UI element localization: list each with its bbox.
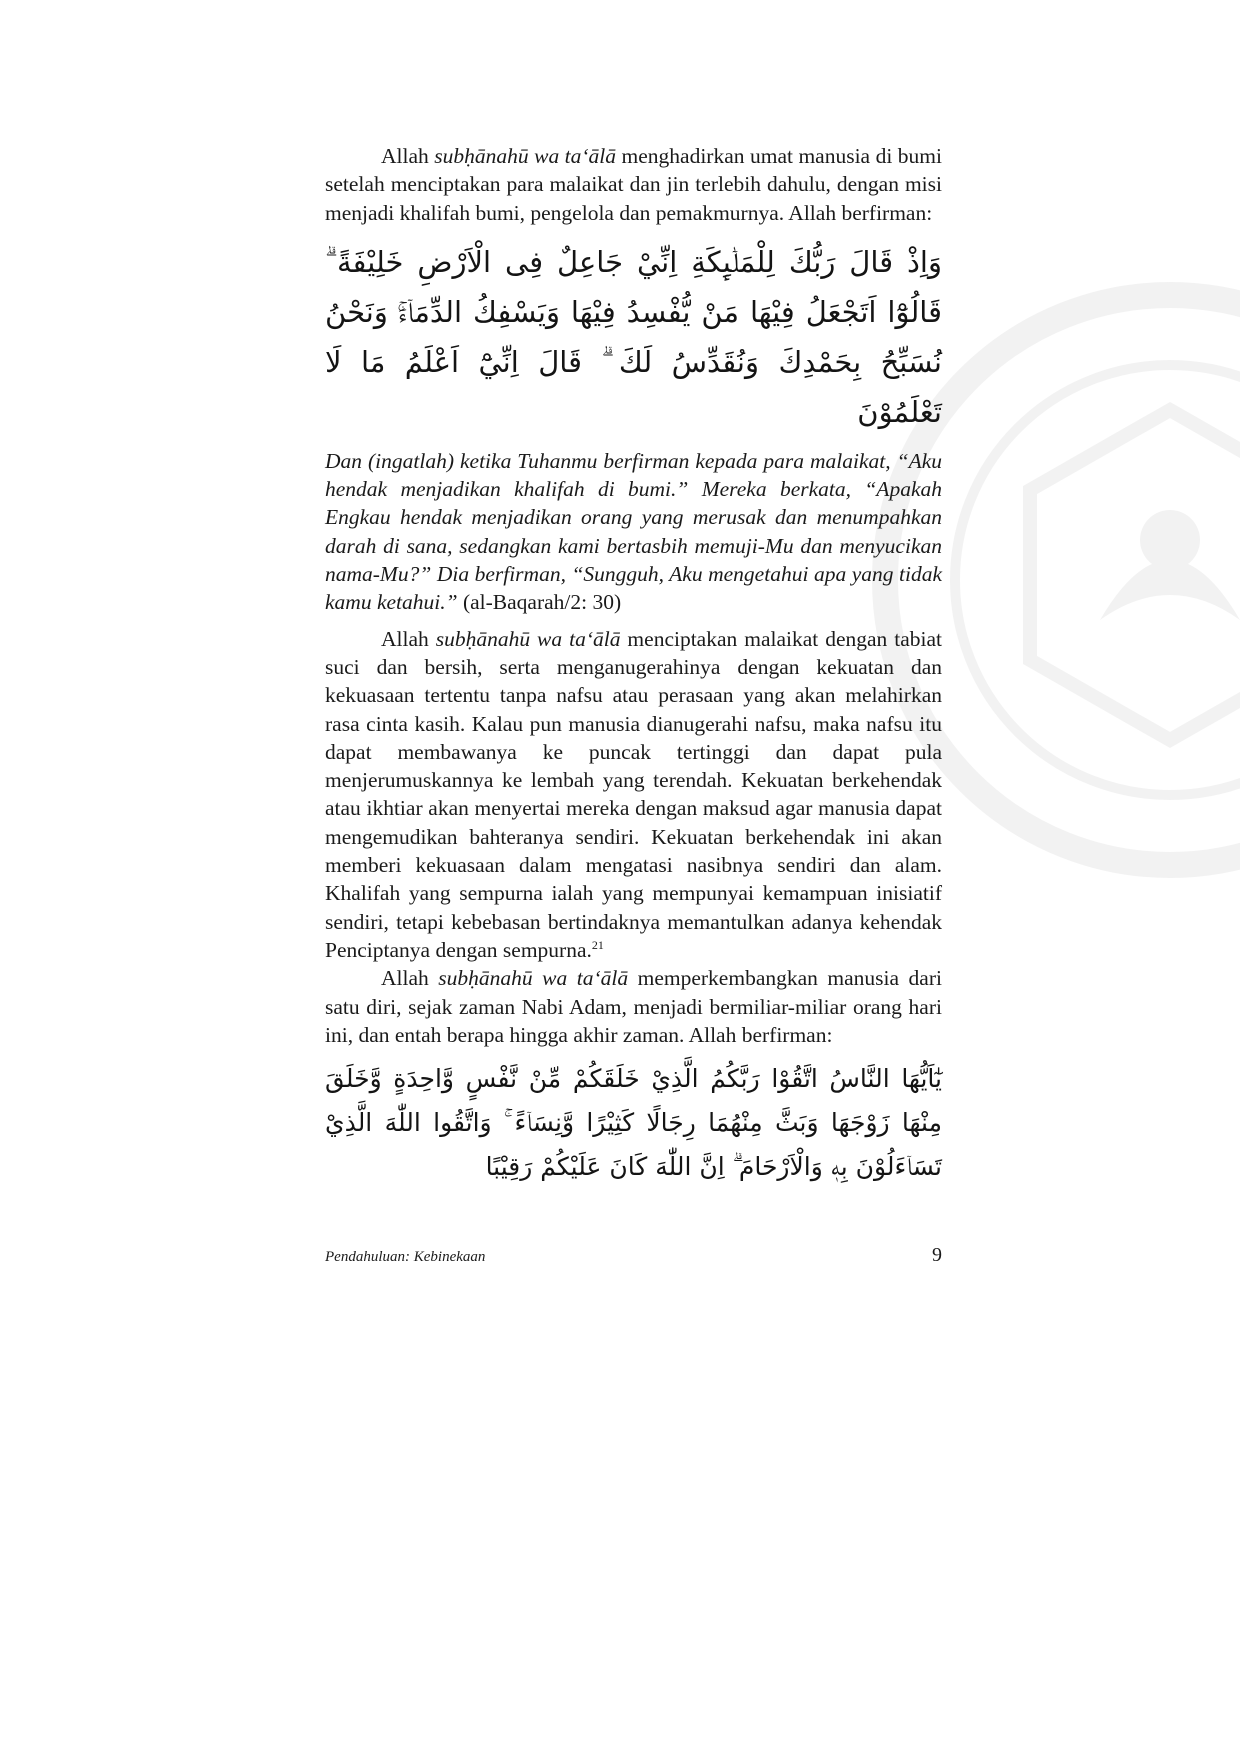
paragraph-intro [325,142,942,227]
paragraph-nabi-adam-lead: Allah [381,966,439,991]
page-number: 9 [932,1244,942,1266]
translation-text: Dan (ingatlah) ketika Tuhanmu berfirman kepada para malaikat, “Aku hendak menjadikan khalifah di bumi.” Mereka berkata, “Apakah Engkau hendak menjadikan orang yang merusak dan menumpahkan darah di sana, sedangkan kami bertasbih memuji-Mu dan menyucikan nama-Mu?” Dia berfirman, “Sungguh, Aku mengetahui apa yang tidak kamu ketahui.” [325,448,942,615]
paragraph-malaikat-lead: Allah [381,626,436,651]
quran-verse-baqarah-30-arabic: وَاِذْ قَالَ رَبُّكَ لِلْمَلٰۤىِٕكَةِ اِنِّيْ جَاعِلٌ فِى الْاَرْضِ خَلِيْفَةً ۗ قَالُوْٓا اَتَجْعَلُ فِيْهَا مَنْ يُّفْسِدُ فِيْهَا وَيَسْفِكُ الدِّمَاۤءَۚ وَنَحْنُ نُسَبِّحُ بِحَمْدِكَ وَنُقَدِّسُ لَكَ ۗ قَالَ اِنِّيْٓ اَعْلَمُ مَا لَا تَعْلَمُوْنَ [325,244,942,429]
paragraph-malaikat-text: menciptakan malaikat dengan tabiat suci dan bersih, serta menganugerahinya dengan kekuatan dan kekuasaan tertentu tanpa nafsu atau perasaan yang akan melahirkan rasa cinta kasih. Kalau pun manusia dianugerahi nafsu, maka nafsu itu dapat membawanya ke puncak tertinggi dan dapat pula menjerumuskannya ke lembah yang terendah. Kekuatan berkehendak atau ikhtiar akan menyertai mereka dengan maksud agar manusia dapat mengemudikan bahteranya sendiri. Kekuatan berkehendak ini akan memberi kekuasaan dalam mengatasi nasibnya sendiri dan alam. Khalifah yang sempurna ialah yang mempunyai kemampuan inisiatif sendiri, tetapi kebebasan bertindaknya memantulkan adanya kehendak Penciptanya dengan sempurna. [325,626,942,962]
verse-reference: (al-Baqarah/2: 30) [457,590,622,615]
footnote-marker: 21 [591,937,604,952]
paragraph-nabi-adam-honorific: subḥānahū wa ta‘ālā [438,966,629,991]
quran-verse-baqarah-30-translation [325,447,942,617]
paragraph-malaikat [325,625,942,965]
paragraph-intro-lead: Allah [381,144,435,168]
running-head: Pendahuluan: Kebinekaan [325,1249,486,1265]
page-body [325,142,942,1189]
paragraph-intro-honorific: subḥānahū wa ta‘ālā [434,144,617,168]
paragraph-intro-text: menghadirkan umat manusia di bumi setelah menciptakan para malaikat dan jin terlebih dahulu, dengan misi menjadi khalifah bumi, pengelola dan pemakmurnya. Allah berfirman: [325,144,942,225]
paragraph-nabi-adam-text: memperkembangkan manusia dari satu diri, sejak zaman Nabi Adam, menjadi bermiliar-miliar orang hari ini, dan entah berapa hingga akhir zaman. Allah berfirman: [325,966,942,1047]
quran-verse-annisa-1-arabic: يٰٓاَيُّهَا النَّاسُ اتَّقُوْا رَبَّكُمُ الَّذِيْ خَلَقَكُمْ مِّنْ نَّفْسٍ وَّاحِدَةٍ وَّخَلَقَ مِنْهَا زَوْجَهَا وَبَثَّ مِنْهُمَا رِجَالًا كَثِيْرًا وَّنِسَاۤءً ۚ وَاتَّقُوا اللّٰهَ الَّذِيْ تَسَاۤءَلُوْنَ بِهٖ وَالْاَرْحَامَ ۗ اِنَّ اللّٰهَ كَانَ عَلَيْكُمْ رَقِيْبًا [325,1064,942,1182]
paragraph-malaikat-honorific: subḥānahū wa ta‘ālā [435,626,621,651]
page-footer [325,1244,942,1267]
paragraph-nabi-adam [325,964,942,1049]
